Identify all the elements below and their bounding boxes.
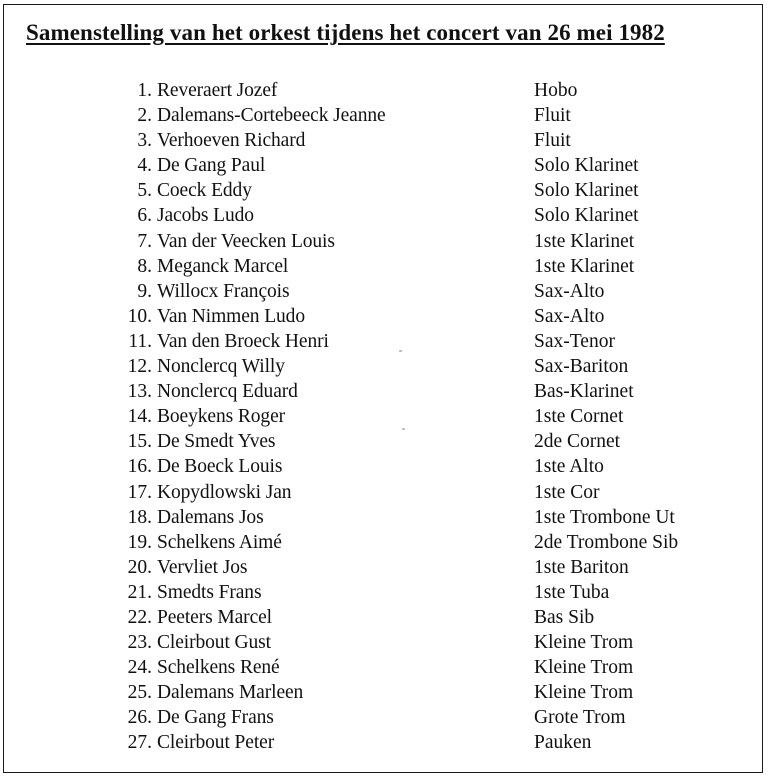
roster-row (4, 655, 764, 680)
member-instrument: 1ste Trombone Ut (534, 506, 675, 528)
roster-number: 19. (127, 531, 152, 553)
scan-speck (399, 350, 402, 352)
roster-row (4, 329, 764, 354)
scan-speck (402, 428, 405, 430)
roster-number: 12. (127, 356, 152, 378)
member-instrument: Solo Klarinet (534, 205, 639, 227)
roster-row (4, 203, 764, 228)
document-title: Samenstelling van het orkest tijdens het concert van 26 mei 1982 (26, 20, 665, 45)
member-instrument: Sax-Alto (534, 305, 605, 327)
roster-row (4, 580, 764, 605)
member-instrument: 2de Cornet (534, 431, 621, 453)
member-name: Cleirbout Peter (157, 732, 275, 754)
roster-number: 9. (137, 280, 152, 302)
roster-number: 2. (137, 105, 152, 127)
orchestra-roster (4, 78, 764, 756)
member-instrument: Sax-Bariton (534, 356, 629, 378)
member-instrument: 1ste Bariton (534, 556, 629, 578)
document-frame (3, 4, 763, 773)
roster-row (4, 279, 764, 304)
member-name: Coeck Eddy (157, 180, 252, 202)
roster-number: 22. (127, 606, 152, 628)
roster-row (4, 78, 764, 103)
roster-number: 5. (137, 180, 152, 202)
member-name: Reveraert Jozef (157, 80, 278, 101)
roster-number: 15. (127, 431, 152, 453)
member-instrument: Kleine Trom (534, 682, 634, 704)
member-instrument: Kleine Trom (534, 657, 634, 679)
roster-row (4, 730, 764, 755)
roster-number: 10. (127, 305, 152, 327)
roster-number: 7. (137, 230, 152, 252)
member-name: Jacobs Ludo (157, 205, 254, 227)
roster-row (4, 480, 764, 505)
member-instrument: Solo Klarinet (534, 180, 639, 202)
member-instrument: Fluit (534, 105, 571, 127)
member-name: Meganck Marcel (157, 255, 289, 277)
member-name: De Smedt Yves (157, 431, 276, 453)
roster-row (4, 505, 764, 530)
member-name: Van den Broeck Henri (157, 330, 329, 352)
roster-row (4, 555, 764, 580)
roster-row (4, 630, 764, 655)
member-instrument: Fluit (534, 130, 571, 152)
roster-number: 20. (127, 556, 152, 578)
roster-number: 27. (127, 732, 152, 754)
roster-row (4, 128, 764, 153)
roster-row (4, 605, 764, 630)
member-name: Vervliet Jos (157, 556, 248, 578)
member-name: Van der Veecken Louis (157, 230, 335, 252)
member-instrument: 1ste Cor (534, 481, 600, 503)
member-name: Dalemans Marleen (157, 682, 304, 704)
roster-row (4, 229, 764, 254)
member-name: Boeykens Roger (157, 406, 286, 428)
roster-row (4, 304, 764, 329)
member-instrument: 1ste Alto (534, 456, 604, 478)
member-name: Kopydlowski Jan (157, 481, 292, 503)
member-name: Nonclercq Willy (157, 356, 285, 378)
member-name: De Gang Frans (157, 707, 274, 729)
roster-row (4, 178, 764, 203)
member-name: Verhoeven Richard (157, 130, 306, 152)
roster-number: 18. (127, 506, 152, 528)
roster-number: 4. (137, 155, 152, 177)
member-name: Nonclercq Eduard (157, 381, 298, 403)
member-name: De Gang Paul (157, 155, 266, 177)
roster-number: 25. (127, 682, 152, 704)
roster-number: 11. (128, 330, 152, 352)
roster-row (4, 354, 764, 379)
member-instrument: Sax-Tenor (534, 330, 615, 352)
roster-number: 17. (127, 481, 152, 503)
roster-number: 24. (127, 657, 152, 679)
member-name: Van Nimmen Ludo (157, 305, 305, 327)
member-name: Smedts Frans (157, 581, 262, 603)
roster-number: 23. (127, 632, 152, 654)
member-instrument: 1ste Klarinet (534, 230, 635, 252)
roster-number: 1. (137, 80, 152, 101)
roster-number: 13. (127, 381, 152, 403)
roster-row (4, 379, 764, 404)
member-name: Willocx François (157, 280, 290, 302)
member-instrument: Kleine Trom (534, 632, 634, 654)
roster-row (4, 404, 764, 429)
roster-row (4, 153, 764, 178)
roster-row (4, 429, 764, 454)
member-name: Peeters Marcel (157, 606, 273, 628)
roster-number: 6. (137, 205, 152, 227)
member-name: Schelkens Aimé (157, 531, 282, 553)
member-instrument: Pauken (534, 732, 592, 754)
member-name: Schelkens René (157, 657, 280, 679)
roster-row (4, 103, 764, 128)
member-name: Dalemans-Cortebeeck Jeanne (157, 105, 386, 127)
roster-number: 16. (127, 456, 152, 478)
member-instrument: 1ste Klarinet (534, 255, 635, 277)
roster-number: 3. (137, 130, 152, 152)
member-instrument: Bas Sib (534, 606, 595, 628)
member-instrument: Grote Trom (534, 707, 626, 729)
roster-number: 8. (137, 255, 152, 277)
roster-number: 14. (127, 406, 152, 428)
roster-row (4, 254, 764, 279)
member-instrument: 2de Trombone Sib (534, 531, 679, 553)
roster-row (4, 705, 764, 730)
member-instrument: Hobo (534, 80, 578, 101)
member-instrument: 1ste Tuba (534, 581, 610, 603)
roster-row (4, 530, 764, 555)
roster-row (4, 454, 764, 479)
member-instrument: 1ste Cornet (534, 406, 624, 428)
member-name: Cleirbout Gust (157, 632, 271, 654)
member-name: De Boeck Louis (157, 456, 283, 478)
roster-row (4, 680, 764, 705)
member-instrument: Bas-Klarinet (534, 381, 634, 403)
member-name: Dalemans Jos (157, 506, 264, 528)
member-instrument: Solo Klarinet (534, 155, 639, 177)
roster-number: 26. (127, 707, 152, 729)
roster-number: 21. (127, 581, 152, 603)
member-instrument: Sax-Alto (534, 280, 605, 302)
